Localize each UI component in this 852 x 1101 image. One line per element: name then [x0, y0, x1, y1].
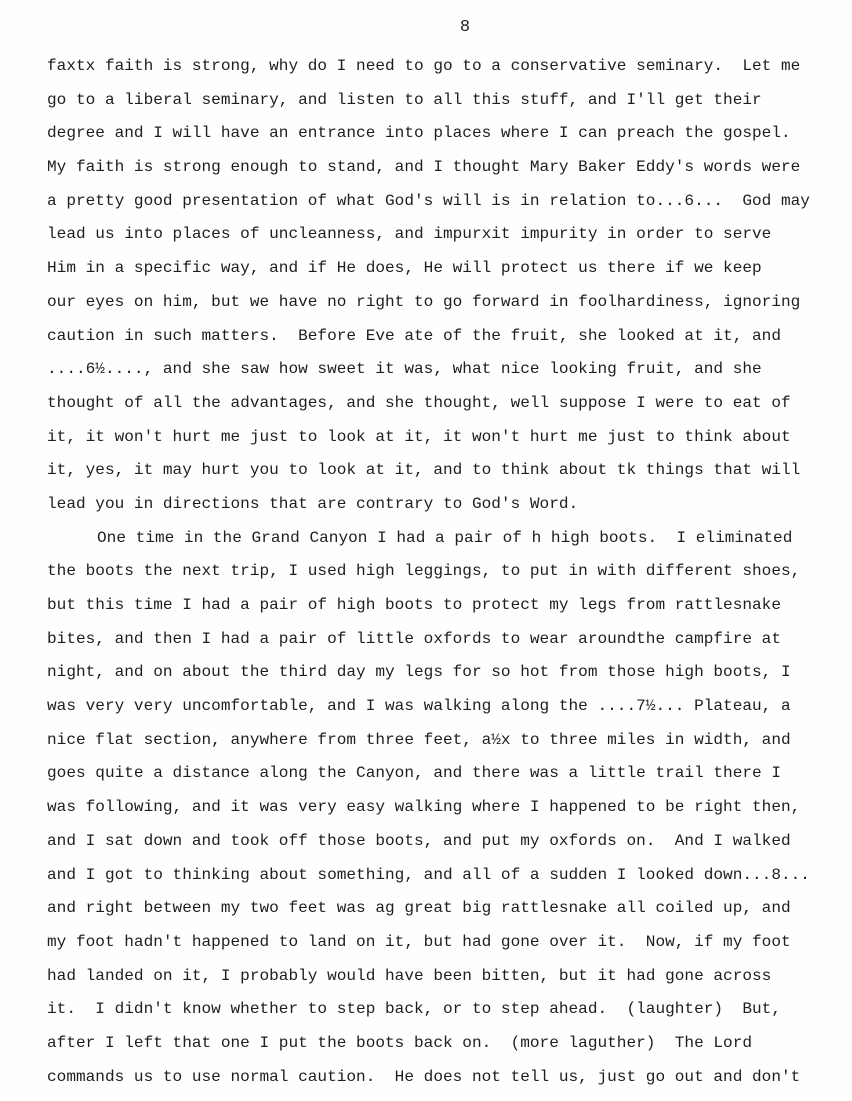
text-line: our eyes on him, but we have no right to go forward in foolhardiness, ignoring: [47, 292, 801, 311]
text-line: it. I didn't know whether to step back, or to step ahead. (laughter) But,: [47, 1000, 781, 1019]
paragraph-start-line: One time in the Grand Canyon I had a pair of h high boots. I eliminated: [97, 528, 793, 547]
text-line: but this time I had a pair of high boots to protect my legs from rattlesnake: [47, 596, 781, 614]
text-line: had landed on it, I probably would have been bitten, but it had gone across: [47, 966, 772, 985]
text-line: after I left that one I put the boots back on. (more laguther) The Lord: [47, 1033, 753, 1052]
text-line: the boots the next trip, I used high leggings, to put in with different shoes,: [47, 562, 801, 581]
text-line: it, yes, it may hurt you to look at it, and to think about tk things that will: [47, 461, 801, 480]
text-line: commands us to use normal caution. He does not tell us, just go out and don't: [47, 1067, 801, 1086]
text-line: it, it won't hurt me just to look at it, it won't hurt me just to think about: [47, 427, 791, 446]
text-line: My faith is strong enough to stand, and I thought Mary Baker Eddy's words were: [47, 158, 801, 177]
text-line: faxtx faith is strong, why do I need to go to a conservative seminary. Let me: [47, 57, 801, 75]
text-line: caution in such matters. Before Eve ate of the fruit, she looked at it, and: [47, 326, 781, 345]
text-line: was following, and it was very easy walking where I happened to be right then,: [47, 798, 801, 817]
text-line: ....6½...., and she saw how sweet it was, what nice looking fruit, and she: [47, 360, 762, 379]
text-line: degree and I will have an entrance into places where I can preach the gospel.: [47, 124, 791, 143]
text-line: lead you in directions that are contrary to God's Word.: [47, 494, 579, 513]
text-line: lead us into places of uncleanness, and impurxit impurity in order to serve: [47, 225, 772, 244]
text-line: and I sat down and took off those boots, and put my oxfords on. And I walked: [47, 831, 791, 850]
text-line: Him in a specific way, and if He does, He will protect us there if we keep: [47, 259, 762, 278]
body-text: [47, 54, 847, 1098]
text-line: goes quite a distance along the Canyon, and there was a little trail there I: [47, 764, 781, 783]
text-line: and I got to thinking about something, and all of a sudden I looked down...8...: [47, 865, 810, 884]
text-line: thought of all the advantages, and she thought, well suppose I were to eat of: [47, 393, 791, 412]
text-line: was very very uncomfortable, and I was walking along the ....7½... Plateau, a: [47, 697, 791, 716]
text-line: a pretty good presentation of what God's will is in relation to...6... God may: [47, 191, 810, 210]
text-line: go to a liberal seminary, and listen to all this stuff, and I'll get their: [47, 90, 762, 109]
text-line: nice flat section, anywhere from three feet, a½x to three miles in width, and: [47, 730, 791, 749]
text-line: night, and on about the third day my legs for so hot from those high boots, I: [47, 663, 791, 682]
page-number: 8: [459, 18, 471, 37]
text-line: my foot hadn't happened to land on it, but had gone over it. Now, if my foot: [47, 932, 791, 951]
text-line: bites, and then I had a pair of little oxfords to wear aroundthe campfire at: [47, 629, 781, 648]
text-line: and right between my two feet was ag great big rattlesnake all coiled up, and: [47, 899, 791, 918]
